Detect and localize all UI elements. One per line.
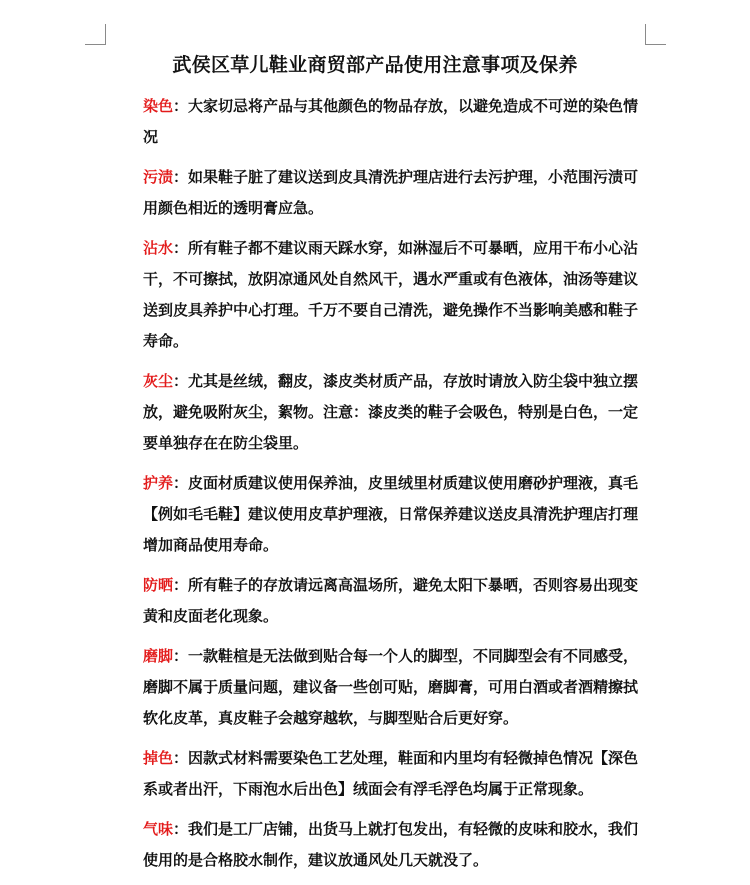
section-color-fading <box>143 743 643 805</box>
section-heading: 掉色 <box>143 749 174 767</box>
section-heading: 污渍 <box>143 168 174 186</box>
section-chafing <box>143 641 643 734</box>
page-corner-mark-right <box>645 24 666 45</box>
section-text: 大家切忌将产品与其他颜色的物品存放，以避免造成不可逆的染色情况 <box>143 97 639 146</box>
section-text: 所有鞋子都不建议雨天踩水穿，如淋湿后不可暴晒，应用干布小心沾干，不可擦拭，放阴凉通风处自然风干，遇水严重或有色液体，油汤等建议送到皮具养护中心打理。千万不要自己清洗，避免操作不当影响美感和鞋子寿命。 <box>143 239 639 350</box>
section-text: 尤其是丝绒，翻皮，漆皮类材质产品，存放时请放入防尘袋中独立摆放，避免吸附灰尘，絮物。注意：漆皮类的鞋子会吸色，特别是白色，一定要单独存在在防尘袋里。 <box>143 372 639 452</box>
section-dust <box>143 366 643 459</box>
section-colon: ： <box>173 749 189 767</box>
section-text: 所有鞋子的存放请远离高温场所，避免太阳下暴晒，否则容易出现变黄和皮面老化现象。 <box>143 576 639 625</box>
section-colon: ： <box>173 168 189 186</box>
section-text: 我们是工厂店铺，出货马上就打包发出，有轻微的皮味和胶水，我们使用的是合格胶水制作，建议放通风处几天就没了。 <box>143 820 639 869</box>
section-heading: 磨脚 <box>143 647 174 665</box>
section-colon: ： <box>173 474 189 492</box>
section-colon: ： <box>173 820 189 838</box>
section-heading: 染色 <box>143 97 174 115</box>
section-heading: 沾水 <box>143 239 174 257</box>
section-text: 因款式材料需要染色工艺处理，鞋面和内里均有轻微掉色情况【深色系或者出汗，下雨泡水后出色】绒面会有浮毛浮色均属于正常现象。 <box>143 749 639 798</box>
section-colon: ： <box>173 97 189 115</box>
section-water <box>143 233 643 357</box>
section-text: 如果鞋子脏了建议送到皮具清洗护理店进行去污护理，小范围污渍可用颜色相近的透明膏应急。 <box>143 168 639 217</box>
section-heading: 护养 <box>143 474 174 492</box>
section-stains <box>143 162 643 224</box>
section-colon: ： <box>173 647 189 665</box>
document-body <box>143 91 643 885</box>
section-care <box>143 468 643 561</box>
section-text: 一款鞋楦是无法做到贴合每一个人的脚型，不同脚型会有不同感受，磨脚不属于质量问题，建议备一些创可贴，磨脚膏，可用白酒或者酒精擦拭软化皮革，真皮鞋子会越穿越软，与脚型贴合后更好穿。 <box>143 647 639 727</box>
page-corner-mark-left <box>85 24 106 45</box>
document-title: 武侯区草儿鞋业商贸部产品使用注意事项及保养 <box>172 54 578 76</box>
section-heading: 灰尘 <box>143 372 174 390</box>
section-heading: 防晒 <box>143 576 174 594</box>
section-sun <box>143 570 643 632</box>
section-text: 皮面材质建议使用保养油，皮里绒里材质建议使用磨砂护理液，真毛【例如毛毛鞋】建议使用皮草护理液，日常保养建议送皮具清洗护理店打理增加商品使用寿命。 <box>143 474 639 554</box>
section-dyeing <box>143 91 643 153</box>
section-heading: 气味 <box>143 820 174 838</box>
section-colon: ： <box>173 239 189 257</box>
section-odor <box>143 814 643 876</box>
section-colon: ： <box>173 576 189 594</box>
section-colon: ： <box>173 372 189 390</box>
